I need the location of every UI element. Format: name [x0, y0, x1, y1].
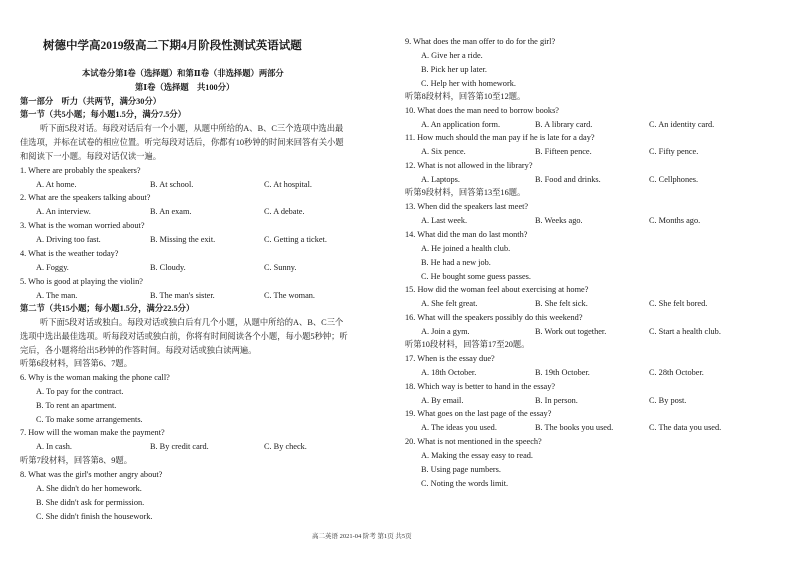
- question-3-option-c[interactable]: C. Getting a ticket.: [264, 235, 327, 244]
- question-7-option-c[interactable]: C. By check.: [264, 442, 307, 451]
- question-15-stem: 15. How did the woman feel about exercising at home?: [405, 285, 589, 294]
- section2-instructions-line1: 听下面5段对话或独白。每段对话或独白后有几个小题，从题中所给的A、B、C三个: [40, 318, 344, 327]
- part1-heading: 第一部分 听力（共两节，满分30分）: [20, 97, 162, 106]
- question-6-option-c[interactable]: C. To make some arrangements.: [36, 415, 143, 424]
- question-16-stem: 16. What will the speakers possibly do this weekend?: [405, 313, 583, 322]
- question-14-option-a[interactable]: A. He joined a health club.: [421, 244, 511, 253]
- question-1-option-b[interactable]: B. At school.: [150, 180, 194, 189]
- section1-instructions-line1: 听下面5段对话。每段对话后有一个小题，从题中所给的A、B、C三个选项中选出最: [40, 124, 344, 133]
- listening-note-9: 听第9段材料，回答第13至16题。: [405, 188, 526, 197]
- question-9-option-c[interactable]: C. Help her with homework.: [421, 79, 516, 88]
- question-18-option-c[interactable]: C. By post.: [649, 396, 687, 405]
- section1-instructions-line2: 佳选项，并标在试卷的相应位置。听完每段对话后，你都有10秒钟的时间来回答有关小题: [20, 138, 344, 147]
- question-3-option-a[interactable]: A. Driving too fast.: [36, 235, 101, 244]
- question-2-option-a[interactable]: A. An interview.: [36, 207, 91, 216]
- question-11-option-c[interactable]: C. Fifty pence.: [649, 147, 699, 156]
- question-5-stem: 5. Who is good at playing the violin?: [20, 277, 143, 286]
- question-17-option-b[interactable]: B. 19th October.: [535, 368, 590, 377]
- question-13-option-b[interactable]: B. Weeks ago.: [535, 216, 583, 225]
- question-3-option-b[interactable]: B. Missing the exit.: [150, 235, 216, 244]
- question-14-option-c[interactable]: C. He bought some guess passes.: [421, 272, 531, 281]
- question-18-option-b[interactable]: B. In person.: [535, 396, 578, 405]
- listening-note-7: 听第7段材料，回答第8、9题。: [20, 456, 133, 465]
- question-11-stem: 11. How much should the man pay if he is late for a day?: [405, 133, 595, 142]
- question-18-option-a[interactable]: A. By email.: [421, 396, 464, 405]
- listening-note-8: 听第8段材料，回答第10至12题。: [405, 92, 526, 101]
- listening-note-10: 听第10段材料，回答第17至20题。: [405, 340, 530, 349]
- section2-instructions-line3: 完后，各小题将给出5秒钟的作答时间。每段对话或独白读两遍。: [20, 346, 257, 355]
- question-14-option-b[interactable]: B. He had a new job.: [421, 258, 491, 267]
- question-14-stem: 14. What did the man do last month?: [405, 230, 528, 239]
- question-19-option-c[interactable]: C. The data you used.: [649, 423, 722, 432]
- question-20-option-c[interactable]: C. Noting the words limit.: [421, 479, 509, 488]
- question-8-option-b[interactable]: B. She didn't ask for permission.: [36, 498, 145, 507]
- question-10-option-b[interactable]: B. A library card.: [535, 120, 593, 129]
- question-20-option-b[interactable]: B. Using page numbers.: [421, 465, 501, 474]
- question-17-option-a[interactable]: A. 18th October.: [421, 368, 477, 377]
- question-6-stem: 6. Why is the woman making the phone call?: [20, 373, 170, 382]
- question-12-stem: 12. What is not allowed in the library?: [405, 161, 533, 170]
- question-7-option-a[interactable]: A. In cash.: [36, 442, 72, 451]
- question-12-option-c[interactable]: C. Cellphones.: [649, 175, 699, 184]
- question-5-option-b[interactable]: B. The man's sister.: [150, 291, 215, 300]
- question-7-stem: 7. How will the woman make the payment?: [20, 428, 165, 437]
- question-20-option-a[interactable]: A. Making the essay easy to read.: [421, 451, 533, 460]
- listening-note-6: 听第6段材料，回答第6、7题。: [20, 359, 133, 368]
- question-2-option-b[interactable]: B. An exam.: [150, 207, 192, 216]
- question-4-stem: 4. What is the weather today?: [20, 249, 119, 258]
- right-column: [405, 0, 780, 561]
- question-6-option-a[interactable]: A. To pay for the contract.: [36, 387, 124, 396]
- question-13-stem: 13. When did the speakers last meet?: [405, 202, 529, 211]
- question-1-option-a[interactable]: A. At home.: [36, 180, 77, 189]
- question-12-option-b[interactable]: B. Food and drinks.: [535, 175, 601, 184]
- question-8-option-c[interactable]: C. She didn't finish the housework.: [36, 512, 153, 521]
- question-13-option-a[interactable]: A. Last week.: [421, 216, 468, 225]
- question-20-stem: 20. What is not mentioned in the speech?: [405, 437, 542, 446]
- question-15-option-b[interactable]: B. She felt sick.: [535, 299, 588, 308]
- question-16-option-b[interactable]: B. Work out together.: [535, 327, 607, 336]
- question-17-option-c[interactable]: C. 28th October.: [649, 368, 704, 377]
- question-9-option-a[interactable]: A. Give her a ride.: [421, 51, 483, 60]
- question-19-stem: 19. What goes on the last page of the essay?: [405, 409, 552, 418]
- question-15-option-a[interactable]: A. She felt great.: [421, 299, 478, 308]
- question-4-option-b[interactable]: B. Cloudy.: [150, 263, 186, 272]
- question-9-option-b[interactable]: B. Pick her up later.: [421, 65, 487, 74]
- section2-heading: 第二节（共15小题；每小题1.5分，满分22.5分）: [20, 304, 195, 313]
- question-16-option-c[interactable]: C. Start a health club.: [649, 327, 721, 336]
- question-11-option-a[interactable]: A. Six pence.: [421, 147, 466, 156]
- question-8-option-a[interactable]: A. She didn't do her homework.: [36, 484, 142, 493]
- question-3-stem: 3. What is the woman worried about?: [20, 221, 145, 230]
- question-11-option-b[interactable]: B. Fifteen pence.: [535, 147, 592, 156]
- page-footer: 高二英语 2021-04 阶考 第1页 共5页: [312, 533, 412, 540]
- question-15-option-c[interactable]: C. She felt bored.: [649, 299, 708, 308]
- question-1-option-c[interactable]: C. At hospital.: [264, 180, 312, 189]
- question-2-option-c[interactable]: C. A debate.: [264, 207, 305, 216]
- question-4-option-a[interactable]: A. Foggy.: [36, 263, 69, 272]
- question-10-option-a[interactable]: A. An application form.: [421, 120, 501, 129]
- section2-instructions-line2: 选项中选出最佳选项。听每段对话或独白前，你将有时间阅读各个小题，每小题5秒钟；听: [20, 332, 348, 341]
- question-8-stem: 8. What was the girl's mother angry about?: [20, 470, 163, 479]
- question-1-stem: 1. Where are probably the speakers?: [20, 166, 141, 175]
- question-18-stem: 18. Which way is better to hand in the essay?: [405, 382, 556, 391]
- question-7-option-b[interactable]: B. By credit card.: [150, 442, 209, 451]
- question-4-option-c[interactable]: C. Sunny.: [264, 263, 297, 272]
- section1-heading: 第一节（共5小题；每小题1.5分，满分7.5分）: [20, 110, 186, 119]
- question-6-option-b[interactable]: B. To rent an apartment.: [36, 401, 117, 410]
- question-19-option-b[interactable]: B. The books you used.: [535, 423, 614, 432]
- question-10-option-c[interactable]: C. An identity card.: [649, 120, 715, 129]
- question-12-option-a[interactable]: A. Laptops.: [421, 175, 460, 184]
- question-13-option-c[interactable]: C. Months ago.: [649, 216, 701, 225]
- question-16-option-a[interactable]: A. Join a gym.: [421, 327, 470, 336]
- question-10-stem: 10. What does the man need to borrow books?: [405, 106, 559, 115]
- exam-title: 树德中学高2019级高二下期4月阶段性测试英语试题: [43, 40, 302, 52]
- question-19-option-a[interactable]: A. The ideas you used.: [421, 423, 497, 432]
- question-17-stem: 17. When is the essay due?: [405, 354, 495, 363]
- question-5-option-c[interactable]: C. The woman.: [264, 291, 316, 300]
- volume-heading: 第Ⅰ卷（选择题 共100分）: [135, 83, 235, 92]
- question-2-stem: 2. What are the speakers talking about?: [20, 193, 151, 202]
- section1-instructions-line3: 和阅读下一小题。每段对话仅读一遍。: [20, 152, 162, 161]
- question-9-stem: 9. What does the man offer to do for the girl?: [405, 37, 556, 46]
- exam-subtitle: 本试卷分第Ⅰ卷（选择题）和第Ⅱ卷（非选择题）两部分: [82, 69, 284, 78]
- question-5-option-a[interactable]: A. The man.: [36, 291, 78, 300]
- left-column: [20, 0, 390, 561]
